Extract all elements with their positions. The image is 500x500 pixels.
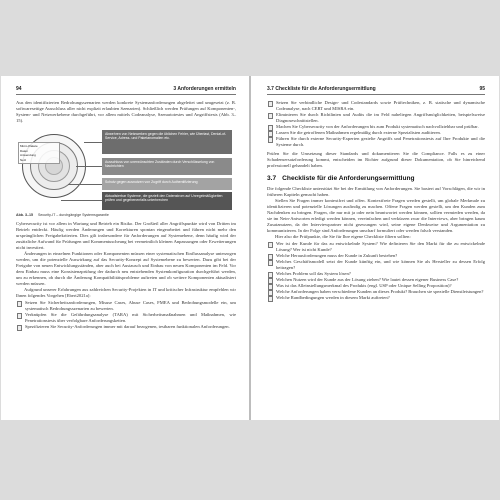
figure-legend xyxy=(18,142,60,164)
connector-line xyxy=(84,142,102,143)
list-item-text: Führen Sie durch externe Security-Experten gezielte Angriffs und Penetrationstests auf Ihre Produkte und die Systeme durch. xyxy=(276,136,485,147)
body-paragraph: Cybersecurity ist vor allem in Wartung und Betrieb ein Risiko. Der Großteil aller Angriffspunkte wird von Dritten im Betrieb entdeckt. Häufig werden Änderungen und Korrekturen spontan eingearbeitet und führen nicht mehr den ursprünglichen Freigabekriterien. Dies gilt insbesondere für Anforderungen auf Systemebene, denn häufig wird der zusätzliche Aufwand für Prüfungen und Kommentuscheung bei vermeintlich kleinen Anpassungen oder Erweiterungen nicht investiert. xyxy=(16,221,236,250)
checklist-item-text: Welche Randbedingungen werden in diesem Markt auftreten? xyxy=(276,295,390,300)
connector-line xyxy=(76,166,102,167)
checkbox-icon xyxy=(268,113,273,118)
checkbox-icon xyxy=(17,313,22,318)
caption-label: Abb. 3–15 xyxy=(16,213,33,217)
section-number: 3.7 xyxy=(267,175,277,182)
checklist-item xyxy=(267,241,485,253)
figure-box: Aktualisierbar Systeme, die gezielt den Datenstrom auf Unregelmäßigkeiten prüfen und gegebenenfalls unterbrechen xyxy=(102,192,232,210)
list-item-text: Lassen Sie die getroffenen Maßnahmen regelmäßig durch externe Spezialisten auditieren. xyxy=(276,130,441,135)
list-item-text: Spezifizieren Sie Security-Anforderungen immer mit darauf bezogenen, testbaren funktionalen Anforderungen. xyxy=(25,324,230,329)
figure-box: Schutz gegen ausnutzen von Zugriff durch Authentifizierung xyxy=(102,178,232,190)
body-paragraph: Stellen Sie Fragen immer kontextfrei und offen. Kontextfreie Fragen werden gestellt, um globale Merkmale zu identifizieren und potenzielle Lösungen ausfindig zu machen. Offene Fragen werden gestellt, um den Kunden zum Nachdenken zu bringen. Fragen, die nur mit ja oder nein beantwortet werden können, sollten vermieden werden, da sie im Nein-Antworten erledigt werden können, vereinfachen und verkürzen zwar die Interviews, aber bringen kaum Zusatznutzen, da der Interviewpartner nicht gezwungen wird, seine eigene Denkweise und Argumentation zu kommunizieren. In der Folge sind Anforderungen unscharf formuliert oder werden falsch verstanden. xyxy=(267,198,485,233)
connector-line xyxy=(61,200,102,201)
checklist-item-text: Welche Herausforderungen muss der Kunde in Zukunft bestehen? xyxy=(276,253,398,258)
list-item-text: Eliminieren Sie durch Richtlinien und Audits die im Feld naheliegen Angriffsmöglichkeiten, beispielsweise Diagnoseschnittstellen. xyxy=(276,112,485,123)
list-item-text: Verknüpfen Sie die Gefährdungsanalyse (TARA) mit Sicherheitsmaßnahmen und Maßnahmen, wie Penetrationstests über verfolgbare Anforderungsketten. xyxy=(25,312,236,323)
right-bullet-list xyxy=(267,100,485,148)
checkbox-icon xyxy=(268,101,273,106)
body-paragraph: Aufgrund unserer Erfahrungen aus zahlreichen Security-Projekten in IT und kritischer Infrastruktur empfehlen wir Ihnen folgendes Vorgehen [Ebert2021a]: xyxy=(16,287,236,298)
body-paragraph: Prüfen Sie die Umsetzung dieser Standards und dokumentieren Sie die Compliance. Falls es zu einer Schadensersatzforderung kommt, entscheiden im Richter aufgrund dieser Dokumentation, ob Sie hinreichend professionell gehandelt haben. xyxy=(267,151,485,168)
body-paragraph: Hier also die Prüfpunkte, die Sie für Ihre eigene Checkliste filtern sollten: xyxy=(275,234,411,239)
figure-box: Ausschluss von unerwünschten Zuständen durch Verschlüsselung von Nachrichten xyxy=(102,158,232,175)
right-page-number: 95 xyxy=(479,86,485,92)
checklist-item xyxy=(267,259,485,271)
left-page-header xyxy=(16,86,236,95)
checklist-item-text: Welchen Nutzen wird der Kunde aus der Lösung ziehen? Wie lautet dessen eigener Business Case? xyxy=(276,277,459,282)
legend-item: Micro-Pakete xyxy=(20,144,38,148)
intro-paragraph: Aus den identifizierten Bedrohungsszenarien werden konkrete Systemanforderungen abgeleitet und umgesetzt (z. B. softwareseitige Ausschluss aller nicht explizit erlaubten Szenarien). Schließlich werden Prüfungen auf Komponenten-, System- und Netzwerkebene durchgeführt, vor allem mittels Codeanalyse, Szenariotestes und Angriffstests (Abb. 3–15). xyxy=(16,100,236,123)
checklist-item-text: Welches Problem soll das System lösen? xyxy=(276,271,351,276)
right-page-header xyxy=(267,86,485,95)
section-header: 3.7 Checkliste für die Anforderungsermittlung xyxy=(267,86,376,92)
section-title: Checkliste für die Anforderungsermittlung xyxy=(282,175,415,182)
checkbox-icon xyxy=(268,260,273,265)
body-paragraph: Die folgende Checkliste unterstützt Sie bei der Ermittlung von Anforderungen. Sie basiert auf Vorschlägen, die wir in früheren Kapiteln gemacht haben. xyxy=(267,186,485,197)
checkbox-icon xyxy=(268,242,273,247)
checkbox-icon xyxy=(268,296,273,301)
section-heading xyxy=(267,175,485,182)
list-item-text: Setzen Sie Sicherheitsanforderungen, Misuse Cases, Abuse Cases, FMEA und Bedrohungsmodelle ein, um systematisch Bedrohungsszenarien zu bewerten. xyxy=(25,300,236,311)
right-page xyxy=(251,76,499,420)
list-item-text: Machen Sie Cybersecurity von der Anforderungen bis zum Produkt systematisch nachvollziehbar und prüfbar. xyxy=(276,124,479,129)
figure-caption xyxy=(16,213,236,217)
checklist-item xyxy=(267,295,485,301)
connector-line xyxy=(68,184,102,185)
list-item xyxy=(267,136,485,148)
checkbox-icon xyxy=(17,325,22,330)
list-item xyxy=(267,112,485,124)
checklist-item-text: Wer ist der Kunde für das zu entwickelnde System? Wie definieren Sie den Markt für die zu entwickelnde Lösung? Wer ist nicht Kunde? xyxy=(276,241,485,252)
checkbox-icon xyxy=(17,301,22,306)
list-item-text: Setzen Sie verbindliche Design- und Codestandards sowie Prüftechniken, z. B. statische und dynamische Codeanalyse, nach CERT und MISRA ein. xyxy=(276,100,485,111)
list-item xyxy=(16,324,236,330)
checkbox-icon xyxy=(268,137,273,142)
list-item xyxy=(16,312,236,324)
legend-item: Daten xyxy=(20,148,29,153)
security-figure xyxy=(16,128,236,210)
checklist-item-text: Welche Anforderungen haben verschiedene Kunden an dieses Produkt? Brauchen sie spezielle Dienstleistungen? xyxy=(276,289,484,294)
left-bullet-list xyxy=(16,300,236,330)
list-item xyxy=(16,300,236,312)
caption-text: Security-IT – durchgängige Systemsgarantie xyxy=(37,213,109,217)
left-page-number: 94 xyxy=(16,86,22,92)
legend-item: Netz xyxy=(20,157,27,162)
body-paragraph: Änderungen in einzelnen Funktionen oder Komponenten müssen einer systematischen Einflussanalyse unterzogen werden, um die potenzielle Auswirkung auf das Security-Konzept auf Systemebene zu bewerten. Dazu gibt bei der Freigabe von neuen Entwicklungsständen, aber auch bei Austausch und Einbau von neuen Komponenten im Feld. Vor dem Einbau muss eine Konsistenzprüfung der dadurch neu entstehenden Systemkonfiguration durchgeführt werden, um zu erkennen, ob durch die Änderung Kompatibilitätsprobleme auftreten und ob weitere Komponenten aktualisiert werden müssen. xyxy=(16,251,236,286)
checklist-item-text: Was ist das Alleinstellungsmerkmal des Produkts (engl. USP oder Unique Selling Proposition)? xyxy=(276,283,452,288)
checklist-item-text: Welches Geschäftsmodell setzt der Kunde künftig ein, und wie können Sie als Hersteller zu dessen Erfolg beitragen? xyxy=(276,259,485,270)
figure-box: Abwehren von Netzwerken gegen die üblichen Fehler, wie Überlast, Denial-of-Service, Adress- und Paketanomalien etc. xyxy=(102,130,232,154)
checklist xyxy=(267,241,485,301)
chapter-header: 3 Anforderungen ermitteln xyxy=(173,86,236,92)
legend-item: Anwendung xyxy=(20,153,36,157)
list-item xyxy=(267,100,485,112)
left-page xyxy=(1,76,249,420)
